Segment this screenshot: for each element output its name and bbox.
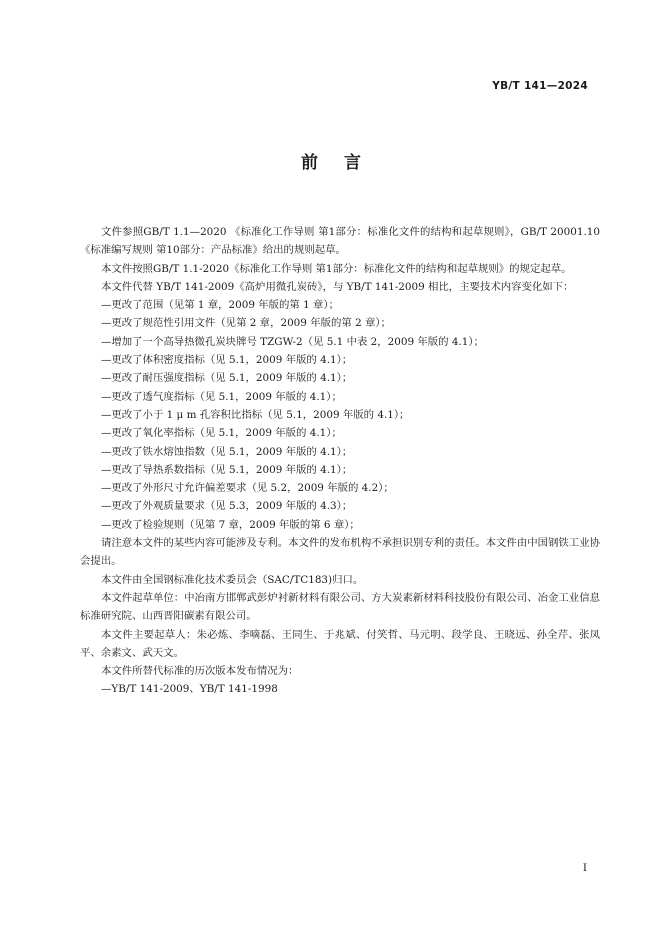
- paragraph-committee: 本文件由全国钢标准化技术委员会（SAC/TC183)归口。: [101, 573, 364, 586]
- list-item: —更改了氧化率指标（见 5.1，2009 年版的 4.1）；: [101, 427, 342, 440]
- page-number: I: [582, 862, 587, 874]
- list-item: —更改了体积密度指标（见 5.1，2009 年版的 4.1）；: [101, 354, 353, 367]
- paragraph-replacement: 本文件代替 YB/T 141-2009《高炉用微孔炭砖》，与 YB/T 141-2009 相比，主要技术内容变化如下：: [101, 280, 574, 293]
- history-item: —YB/T 141-2009、YB/T 141-1998: [101, 683, 278, 696]
- list-item: —更改了耐压强度指标（见 5.1，2009 年版的 4.1）；: [101, 372, 353, 385]
- list-item: —增加了一个高导热微孔炭块牌号 TZGW-2（见 5.1 中表 2，2009 年版的 4.1）；: [101, 335, 484, 348]
- paragraph-drafting-rules: 本文件按照GB/T 1.1-2020《标准化工作导则 第1部分：标准化文件的结构和起草规则》的规定起草。: [101, 262, 572, 275]
- list-item: —更改了外观质量要求（见 5.3，2009 年版的 4.3）；: [101, 500, 353, 513]
- list-item: —更改了外形尺寸允许偏差要求（见 5.2，2009 年版的 4.2）；: [101, 482, 394, 495]
- foreword-body: [80, 223, 600, 699]
- paragraph-history-intro: 本文件所替代标准的历次版本发布情况为：: [101, 665, 299, 678]
- document-code: YB/T 141—2024: [492, 80, 588, 92]
- paragraph-patent-notice: 请注意本文件的某些内容可能涉及专利。本文件的发布机构不承担识别专利的责任。本文件由中国钢铁工业协会提出。: [80, 537, 600, 568]
- paragraph-drafting-units: 本文件起草单位：中冶南方邯郸武彭炉衬新材料有限公司、方大炭素新材料科技股份有限公司、冶金工业信息标准研究院、山西晋阳碳素有限公司。: [80, 591, 600, 623]
- list-item: —更改了范围（见第 1 章，2009 年版的第 1 章）；: [101, 299, 340, 312]
- paragraph-reference-standards: 文件参照GB/T 1.1—2020 《标准化工作导则 第1部分：标准化文件的结构和起草规则》，GB/T 20001.10《标准编写规则 第10部分：产品标准》给出的规则起草。: [80, 226, 600, 257]
- list-item: —更改了透气度指标（见 5.1，2009 年版的 4.1）；: [101, 390, 342, 403]
- changes-list: [80, 296, 600, 534]
- list-item: —更改了小于 1 μ m 孔容积比指标（见 5.1，2009 年版的 4.1）；: [101, 408, 410, 421]
- list-item: —更改了检验规则（见第 7 章，2009 年版的第 6 章）；: [101, 518, 360, 531]
- page-title: 前言: [301, 153, 387, 173]
- list-item: —更改了铁水熔蚀指数（见 5.1，2009 年版的 4.1）；: [101, 445, 353, 458]
- list-item: —更改了规范性引用文件（见第 2 章，2009 年版的第 2 章）；: [101, 317, 391, 330]
- paragraph-drafters: 本文件主要起草人：朱必炼、李嘀磊、王同生、于兆斌、付笑哲、马元明、段学良、王晓远、孙全芹、张凤平、余素文、武天文。: [80, 628, 600, 659]
- list-item: —更改了导热系数指标（见 5.1，2009 年版的 4.1）；: [101, 463, 353, 476]
